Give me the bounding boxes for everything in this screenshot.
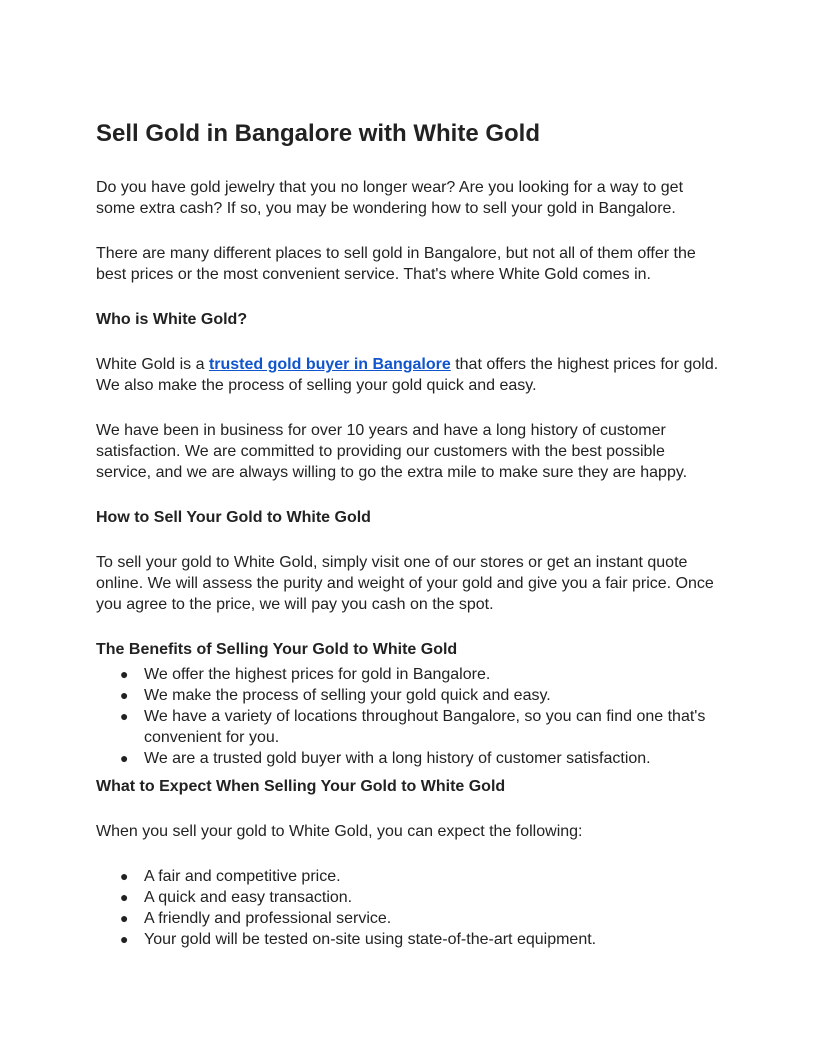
expect-paragraph-1: When you sell your gold to White Gold, you can expect the following: (96, 823, 583, 840)
who-paragraph-1 (96, 354, 724, 396)
list-item-text: We are a trusted gold buyer with a long history of customer satisfaction. (144, 750, 651, 767)
intro-paragraph-1: Do you have gold jewelry that you no longer wear? Are you looking for a way to get some extra cash? If so, you may be wondering how to sell your gold in Bangalore. (96, 179, 684, 217)
list-item (96, 664, 724, 685)
bullet-icon: ● (120, 931, 129, 947)
bullet-icon: ● (120, 868, 129, 884)
benefits-list (96, 664, 724, 769)
list-item-text: We have a variety of locations throughout Bangalore, so you can find one that's convenient for you. (144, 708, 706, 746)
who-paragraph-2: We have been in business for over 10 years and have a long history of customer satisfaction. We are committed to providing our customers with the best possible service, and we are always willing to go the extra mile to make sure they are happy. (96, 422, 688, 481)
bullet-icon: ● (120, 910, 129, 926)
expect-list (96, 866, 724, 950)
list-item-text: We make the process of selling your gold quick and easy. (144, 687, 551, 704)
bullet-icon: ● (120, 750, 129, 766)
intro-paragraph-2: There are many different places to sell gold in Bangalore, but not all of them offer the best prices or the most convenient service. That's where White Gold comes in. (96, 245, 696, 283)
bullet-icon: ● (120, 666, 129, 682)
benefits-heading: The Benefits of Selling Your Gold to White Gold (96, 641, 458, 658)
list-item (96, 929, 724, 950)
bullet-icon: ● (120, 687, 129, 703)
list-item (96, 685, 724, 706)
who-text-before-link: White Gold is a (96, 356, 209, 373)
list-item (96, 866, 724, 887)
page-title: Sell Gold in Bangalore with White Gold (96, 120, 541, 147)
trusted-gold-buyer-link[interactable]: trusted gold buyer in Bangalore (208, 356, 451, 373)
how-paragraph-1: To sell your gold to White Gold, simply visit one of our stores or get an instant quote online. We will assess the purity and weight of your gold and give you a fair price. Once you agree to the price, we will pay you cash on the spot. (96, 554, 714, 613)
how-heading: How to Sell Your Gold to White Gold (96, 509, 371, 526)
list-item-text: We offer the highest prices for gold in Bangalore. (144, 666, 491, 683)
list-item-text: A friendly and professional service. (144, 910, 392, 927)
list-item (96, 748, 724, 769)
list-item (96, 908, 724, 929)
list-item-text: A quick and easy transaction. (144, 889, 353, 906)
expect-heading: What to Expect When Selling Your Gold to White Gold (96, 778, 506, 795)
who-text-after-link: that offers the highest prices for gold. We also make the process of selling your gold quick and easy. (96, 356, 719, 394)
list-item (96, 706, 724, 748)
bullet-icon: ● (120, 708, 129, 724)
document-page (96, 118, 724, 950)
list-item-text: Your gold will be tested on-site using state-of-the-art equipment. (144, 931, 597, 948)
bullet-icon: ● (120, 889, 129, 905)
list-item-text: A fair and competitive price. (144, 868, 341, 885)
who-heading: Who is White Gold? (96, 311, 248, 328)
list-item (96, 887, 724, 908)
